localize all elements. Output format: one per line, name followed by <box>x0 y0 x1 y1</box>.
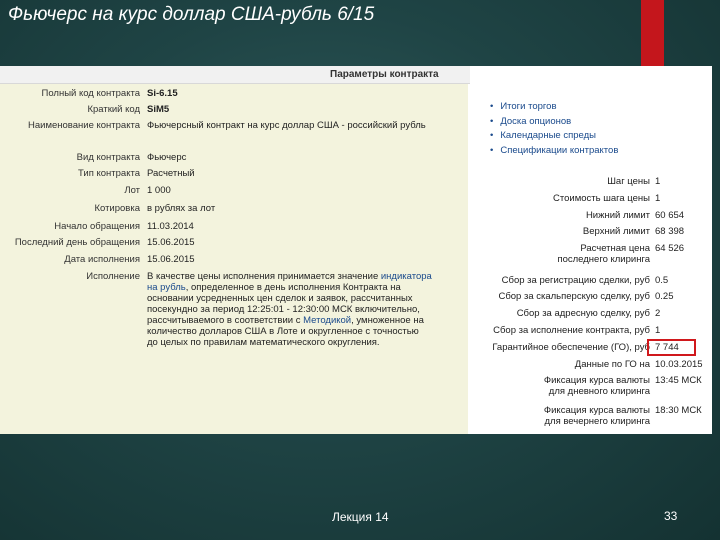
execution-text-1: В качестве цены исполнения принимается значение <box>147 271 381 282</box>
margin-highlight-box <box>647 339 696 356</box>
right-param-value: 2 <box>655 308 661 319</box>
right-param-value: 1 <box>655 325 661 336</box>
right-param-value: 64 526 <box>655 243 685 254</box>
accent-strip <box>641 0 664 66</box>
link-calendar-spreads[interactable] <box>490 129 618 144</box>
param-label: Исполнение <box>86 271 140 282</box>
param-value: Фьючерсный контракт на курс доллар США - российский рубль <box>147 120 426 131</box>
right-param-value: 1 <box>655 176 661 187</box>
right-param-label: Сбор за исполнение контракта, руб <box>493 325 650 336</box>
right-param-value: 0.25 <box>655 291 674 302</box>
right-param-value: 60 654 <box>655 210 685 221</box>
param-value: SiM5 <box>147 104 170 115</box>
param-value: в рублях за лот <box>147 203 216 214</box>
execution-text-2: , определенное в день исполнения Контракта на основании усредненных цен сделок и заявок, рассчитанных посекундно за период 12:25:01 - 12:30:00 МСК включительно, рассчитываемого в соответствии с <box>147 282 420 326</box>
param-value: Фьючерс <box>147 152 187 163</box>
right-param-label: Гарантийное обеспечение (ГО), руб <box>492 342 650 353</box>
right-param-value: 10.03.2015 <box>655 359 703 370</box>
param-label: Наименование контракта <box>28 120 140 131</box>
param-label: Котировка <box>94 203 140 214</box>
link-label[interactable]: Доска опционов <box>500 115 572 127</box>
execution-description <box>147 271 465 348</box>
param-value: Расчетный <box>147 168 195 179</box>
params-header-title: Параметры контракта <box>330 69 439 80</box>
bullet-icon: • <box>490 130 494 141</box>
param-label: Краткий код <box>87 104 140 115</box>
right-param-label: Фиксация курса валюты для дневного клиринга <box>543 375 650 397</box>
param-label: Последний день обращения <box>14 237 140 248</box>
lecture-label: Лекция 14 <box>332 510 389 524</box>
param-value: 1 000 <box>147 185 171 196</box>
right-param-label: Сбор за скальперскую сделку, руб <box>498 291 650 302</box>
right-param-label: Сбор за адресную сделку, руб <box>516 308 650 319</box>
right-param-label: Верхний лимит <box>582 226 650 237</box>
indicator-link[interactable]: индикатора на рубль <box>147 271 432 293</box>
page-number: 33 <box>664 509 678 523</box>
param-value: Si-6.15 <box>147 88 178 99</box>
params-left-pane <box>0 84 468 434</box>
execution-text-3: , умноженное на количество долларов США в Лоте и округленное с точностью до целых по правилам математического округления. <box>147 315 424 348</box>
link-label[interactable]: Спецификации контрактов <box>500 144 619 156</box>
param-value: 11.03.2014 <box>147 221 194 232</box>
link-label[interactable]: Итоги торгов <box>500 101 557 112</box>
right-param-label: Сбор за регистрацию сделки, руб <box>501 275 650 286</box>
methodology-link[interactable]: Методикой <box>303 315 352 326</box>
right-param-label: Нижний лимит <box>585 210 650 221</box>
right-param-value: 13:45 МСК <box>655 375 702 386</box>
link-options-board[interactable] <box>490 115 618 130</box>
param-label: Тип контракта <box>78 168 140 179</box>
param-label: Лот <box>124 185 140 196</box>
link-trading-results[interactable] <box>490 100 618 115</box>
param-label: Вид контракта <box>76 152 140 163</box>
contract-screenshot <box>0 66 712 434</box>
link-contract-specs[interactable] <box>490 144 618 159</box>
bullet-icon: • <box>490 144 494 156</box>
right-param-label: Шаг цены <box>607 176 650 187</box>
param-label: Начало обращения <box>54 221 140 232</box>
right-param-label: Расчетная цена последнего клиринга <box>557 243 650 265</box>
bullet-icon: • <box>490 115 494 127</box>
right-param-label: Стоимость шага цены <box>553 193 650 204</box>
link-label[interactable]: Календарные спреды <box>500 130 596 141</box>
bullet-icon: • <box>490 101 494 112</box>
right-param-value: 1 <box>655 193 661 204</box>
slide-title: Фьючерс на курс доллар США-рубль 6/15 <box>8 4 375 25</box>
param-label: Дата исполнения <box>64 254 140 265</box>
param-value: 15.06.2015 <box>147 254 195 265</box>
right-param-label: Данные по ГО на <box>574 359 650 370</box>
param-value: 15.06.2015 <box>147 237 195 248</box>
related-links <box>490 100 618 158</box>
right-param-label: Фиксация курса валюты для вечернего клиринга <box>543 405 650 427</box>
right-param-value: 0.5 <box>655 275 669 286</box>
right-param-value: 18:30 МСК <box>655 405 702 416</box>
right-param-value: 68 398 <box>655 226 685 237</box>
initial-margin-value: 7 744 <box>655 342 679 353</box>
params-right-pane <box>470 66 712 434</box>
param-label: Полный код контракта <box>41 88 140 99</box>
